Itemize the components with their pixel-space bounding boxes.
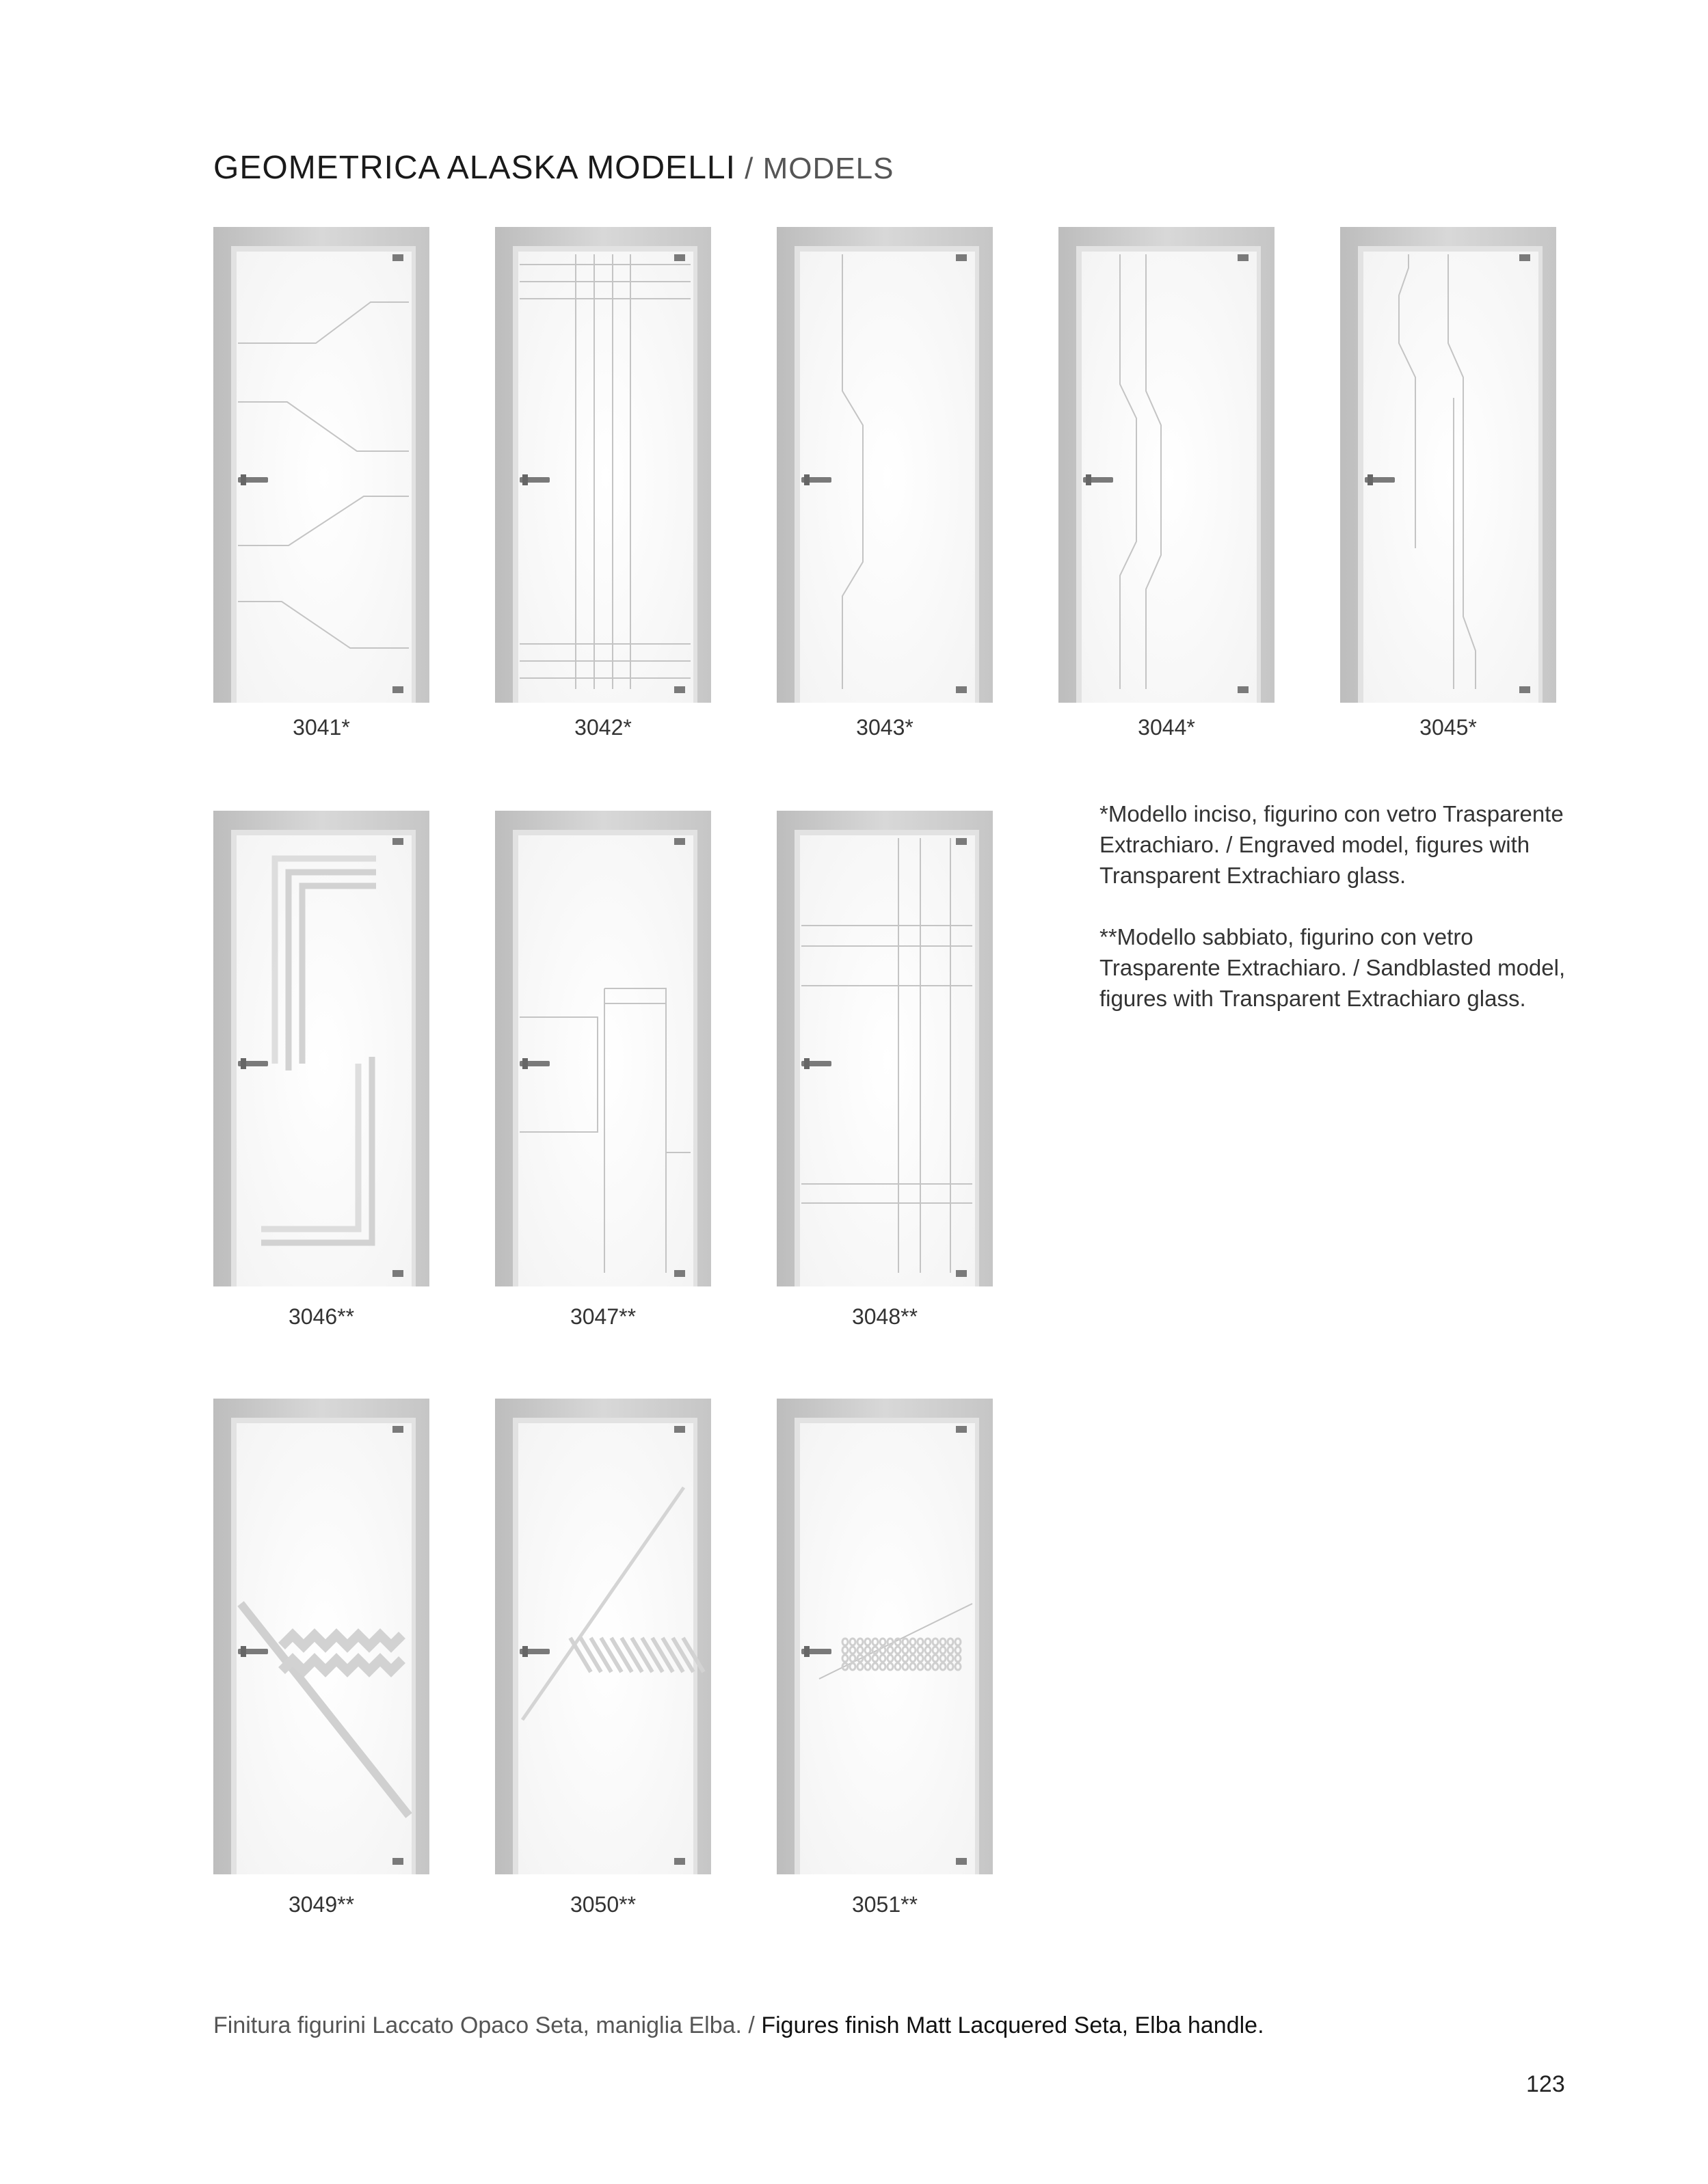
door-code-3044: 3044* <box>1138 715 1195 740</box>
finish-caption-sep: / <box>741 2012 762 2038</box>
title-main: GEOMETRICA ALASKA MODELLI <box>213 150 736 186</box>
finish-caption-en: Figures finish Matt Lacquered Seta, Elba handle. <box>761 2012 1264 2038</box>
finish-caption <box>213 2012 1264 2039</box>
door-code-3045: 3045* <box>1419 715 1477 740</box>
page-number: 123 <box>1526 2071 1565 2097</box>
page-title <box>213 149 894 187</box>
door-code-3051: 3051** <box>851 1892 918 1917</box>
door-3050 <box>495 1399 711 1874</box>
door-code-3043: 3043* <box>856 715 913 740</box>
note-sandblasted: **Modello sabbiato, figurino con vetro Trasparente Extrachiaro. / Sandblasted model, figures with Transparent Extrachiaro glass. <box>1099 924 1566 1011</box>
door-3051 <box>777 1399 993 1874</box>
door-code-3048: 3048** <box>851 1304 918 1329</box>
door-3047 <box>495 811 711 1286</box>
finish-caption-it: Finitura figurini Laccato Opaco Seta, maniglia Elba. <box>213 2012 742 2038</box>
door-code-3042: 3042* <box>574 715 632 740</box>
door-3043 <box>777 227 993 703</box>
model-notes <box>1099 798 1578 1044</box>
door-3042 <box>495 227 711 703</box>
door-code-3047: 3047** <box>570 1304 637 1329</box>
door-3046 <box>213 811 429 1286</box>
door-3045 <box>1340 227 1556 703</box>
door-code-3041: 3041* <box>293 715 350 740</box>
door-3048 <box>777 811 993 1286</box>
title-separator: / <box>735 152 763 185</box>
title-sub: MODELS <box>762 152 894 185</box>
note-engraved: *Modello inciso, figurino con vetro Trasparente Extrachiaro. / Engraved model, figures with Transparent Extrachiaro glass. <box>1099 801 1564 888</box>
door-code-3050: 3050** <box>570 1892 637 1917</box>
door-code-3049: 3049** <box>288 1892 355 1917</box>
door-3044 <box>1058 227 1275 703</box>
door-3049 <box>213 1399 429 1874</box>
door-code-3046: 3046** <box>288 1304 355 1329</box>
door-3041 <box>213 227 429 703</box>
